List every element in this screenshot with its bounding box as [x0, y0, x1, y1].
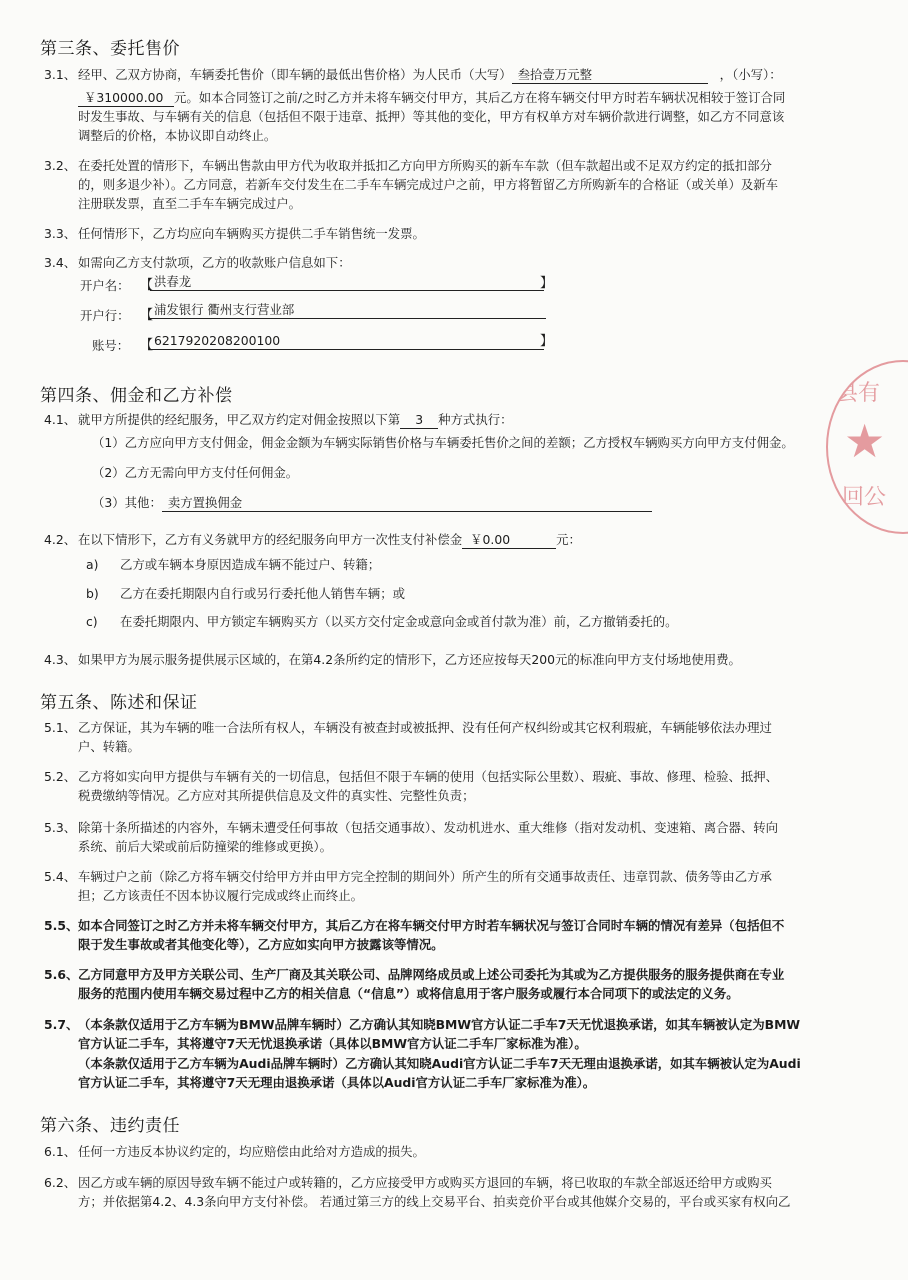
account-number-field: 6217920208200100: [150, 333, 544, 350]
article-5-heading: 第五条、陈述和保证: [40, 693, 198, 713]
clause-3-1-line-4: 调整后的价格，本协议即自动终止。: [78, 128, 277, 143]
clause-5-6-line-1: 5.6、乙方同意甲方及甲方关联公司、生产厂商及其关联公司、品牌网络成员或上述公司委托为其或为乙方提供服务的服务提供商在专业: [44, 967, 785, 982]
price-in-words-field: 叁拾壹万元整: [512, 67, 708, 84]
item-b-label: b): [86, 586, 99, 601]
clause-6-2-line-2: 方；并依据第4.2、4.3条向甲方支付补偿。 若通过第三方的线上交易平台、拍卖竞价平台或其他媒介交易的，平台或买家有权向乙: [78, 1194, 791, 1209]
clause-3-1-line-3: 时发生事故、与车辆有关的信息（包括但不限于违章、抵押）等其他的变化，甲方有权单方对车辆价款进行调整，如乙方不同意该: [78, 109, 785, 124]
item-c-text: 在委托期限内、甲方锁定车辆购买方（以买方交付定金或意向金或首付款为准）前，乙方撤销委托的。: [120, 614, 678, 629]
account-number-label: 账号：: [92, 338, 130, 353]
item-c-label: c): [86, 614, 98, 629]
bank-bracket-left: 【: [140, 308, 154, 323]
compensation-amount-field: ￥0.00: [462, 532, 556, 549]
clause-3-1-line-1: 3.1、 经甲、乙双方协商，车辆委托售价（即车辆的最低出售价格）为人民币（大写） 叁拾壹万元整 ，（小写）：: [44, 67, 782, 82]
item-a-label: a): [86, 557, 99, 572]
item-a-text: 乙方或车辆本身原因造成车辆不能过户、转籍；: [120, 557, 381, 572]
commission-option-2: （2）乙方无需向甲方支付任何佣金。: [92, 465, 299, 480]
clause-3-4-line-1: 3.4、 如需向乙方支付款项，乙方的收款账户信息如下：: [44, 255, 351, 270]
clause-5-1-line-2: 户、转籍。: [78, 739, 140, 754]
clause-5-5-line-1: 5.5、如本合同签订之时乙方并未将车辆交付甲方，其后乙方在将车辆交付甲方时若车辆状况与签订合同时车辆的情况有差异（包括但不: [44, 918, 785, 933]
clause-3-2-line-1: 3.2、 在委托处置的情形下，车辆出售款由甲方代为收取并抵扣乙方向甲方所购买的新车车款（但车款超出或不足双方约定的抵扣部分: [44, 158, 772, 173]
clause-3-1-line-2: ￥310000.00 元。如本合同签订之前/之时乙方并未将车辆交付甲方，其后乙方在将车辆交付甲方时若车辆状况相较于签订合同: [78, 88, 785, 107]
commission-option-1: （1）乙方应向甲方支付佣金，佣金金额为车辆实际销售价格与车辆委托售价之间的差额；乙方授权车辆购买方向甲方支付佣金。: [92, 435, 794, 450]
star-icon: ★: [844, 414, 886, 468]
account-name-field: 洪春龙: [150, 274, 544, 291]
bank-field: 浦发银行 衢州支行营业部: [150, 302, 546, 319]
account-name-bracket-right: 】: [540, 276, 554, 291]
clause-4-3: 4.3、 如果甲方为展示服务提供展示区域的，在第4.2条所约定的情形下，乙方还应按每天200元的标准向甲方支付场地使用费。: [44, 652, 741, 667]
commission-method-field: 3: [400, 412, 438, 429]
clause-5-4-line-1: 5.4、 车辆过户之前（除乙方将车辆交付给甲方并由甲方完全控制的期间外）所产生的所有交通事故责任、违章罚款、债务等由乙方承: [44, 869, 772, 884]
clause-5-4-line-2: 担；乙方该责任不因本协议履行完成或终止而终止。: [78, 888, 363, 903]
seal-lettering-top: 县有: [836, 381, 881, 406]
account-number-bracket-left: 【: [140, 338, 154, 353]
account-name-bracket-left: 【: [140, 278, 154, 293]
article-3-heading: 第三条、委托售价: [40, 39, 180, 59]
company-seal: [826, 360, 908, 534]
article-4-heading: 第四条、佣金和乙方补偿: [40, 386, 233, 406]
clause-5-7-line-3: （本条款仅适用于乙方车辆为Audi品牌车辆时）乙方确认其知晓Audi官方认证二手车7天无理由退换承诺，如其车辆被认定为Audi: [78, 1056, 801, 1071]
item-b-text: 乙方在委托期限内自行或另行委托他人销售车辆；或: [120, 586, 405, 601]
clause-4-1-line-1: 4.1、 就甲方所提供的经纪服务，甲乙双方约定对佣金按照以下第 3 种方式执行：: [44, 412, 513, 427]
clause-6-1: 6.1、 任何一方违反本协议约定的，均应赔偿由此给对方造成的损失。: [44, 1144, 425, 1159]
bank-label: 开户行：: [80, 308, 130, 323]
clause-5-1-line-1: 5.1、 乙方保证，其为车辆的唯一合法所有权人，车辆没有被查封或被抵押、没有任何产权纠纷或其它权利瑕疵，车辆能够依法办理过: [44, 720, 772, 735]
clause-5-2-line-2: 税费缴纳等情况。乙方应对其所提供信息及文件的真实性、完整性负责；: [78, 788, 475, 803]
clause-5-7-line-2: 官方认证二手车，其将遵守7天无忧退换承诺（具体以BMW官方认证二手车厂家标准为准）。: [78, 1036, 587, 1051]
commission-other-field: 卖方置换佣金: [162, 495, 652, 512]
clause-3-2-line-3: 注册联发票，直至二手车车辆完成过户。: [78, 196, 302, 211]
clause-3-2-line-2: 的，则多退少补）。乙方同意，若新车交付发生在二手车车辆完成过户之前，甲方将暂留乙方所购新车的合格证（或关单）及新车: [78, 177, 779, 192]
price-in-figures-field: ￥310000.00: [78, 90, 174, 107]
account-number-bracket-right: 】: [540, 334, 554, 349]
clause-5-6-line-2: 服务的范围内使用车辆交易过程中乙方的相关信息（“信息”）或将信息用于客户服务或履行本合同项下的或法定的义务。: [78, 986, 739, 1001]
clause-5-7-line-4: 官方认证二手车，其将遵守7天无理由退换承诺（具体以Audi官方认证二手车厂家标准为准）。: [78, 1075, 596, 1090]
seal-lettering-bottom: 回公: [842, 485, 887, 510]
clause-4-2-line-1: 4.2、 在以下情形下，乙方有义务就甲方的经纪服务向甲方一次性支付补偿金 ￥0.00 元：: [44, 532, 581, 547]
clause-3-3: 3.3、 任何情形下，乙方均应向车辆购买方提供二手车销售统一发票。: [44, 226, 425, 241]
clause-5-3-line-1: 5.3、 除第十条所描述的内容外，车辆未遭受任何事故（包括交通事故）、发动机进水、重大维修（指对发动机、变速箱、离合器、转向: [44, 820, 779, 835]
article-6-heading: 第六条、违约责任: [40, 1116, 180, 1136]
clause-5-7-line-1: 5.7、（本条款仅适用于乙方车辆为BMW品牌车辆时）乙方确认其知晓BMW官方认证二手车7天无忧退换承诺，如其车辆被认定为BMW: [44, 1017, 801, 1032]
clause-5-3-line-2: 系统、前后大梁或前后防撞梁的维修或更换）。: [78, 839, 333, 854]
clause-6-2-line-1: 6.2、 因乙方或车辆的原因导致车辆不能过户或转籍的，乙方应接受甲方或购买方退回的车辆，将已收取的车款全部返还给甲方或购买: [44, 1175, 772, 1190]
clause-5-2-line-1: 5.2、 乙方将如实向甲方提供与车辆有关的一切信息，包括但不限于车辆的使用（包括实际公里数）、瑕疵、事故、修理、检验、抵押、: [44, 769, 779, 784]
commission-option-3: （3）其他： 卖方置换佣金: [92, 493, 652, 512]
clause-5-5-line-2: 限于发生事故或者其他变化等），乙方应如实向甲方披露该等情况。: [78, 937, 444, 952]
account-name-label: 开户名：: [80, 278, 130, 293]
